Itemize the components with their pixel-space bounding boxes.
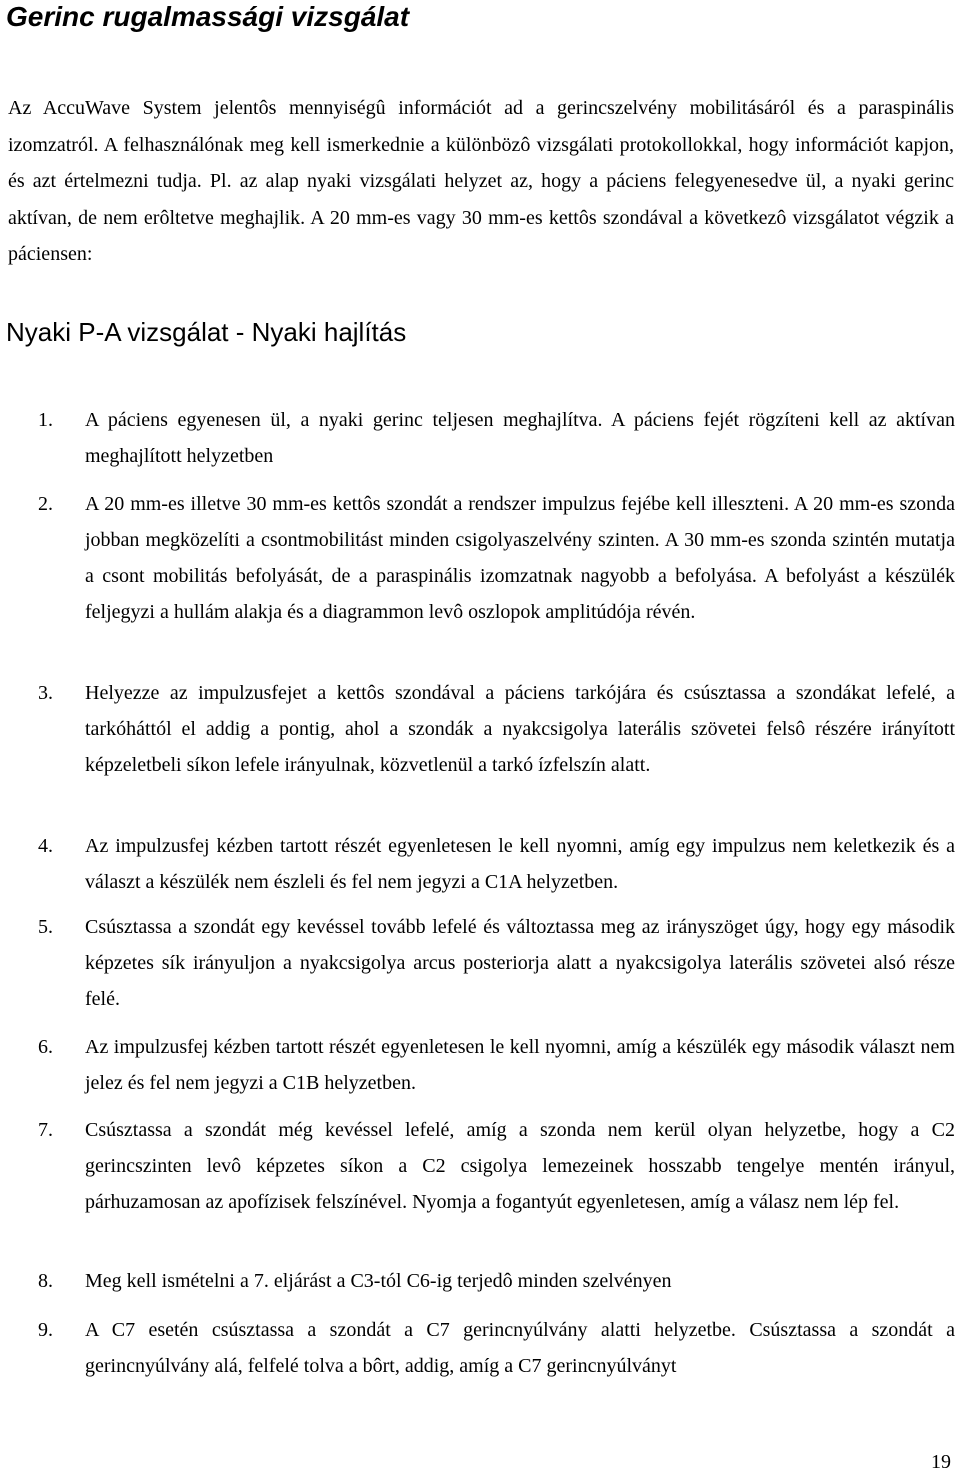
- step-number: 5.: [38, 916, 53, 938]
- intro-paragraph: Az AccuWave System jelentôs mennyiségû információt ad a gerincszelvény mobilitásáról és a paraspinális izomzatról. A felhasználónak meg kell ismerkednie a különbözô vizsgálati protokollokkal, hogy információt kapjon, és azt értelmezni tudja. Pl. az alap nyaki vizsgálati helyzet az, hogy a páciens felegyenesedve ül, a nyaki gerinc aktívan, de nem erôltetve meghajlik. A 20 mm-es vagy 30 mm-es kettôs szondával a következô vizsgálatot végzik a páciensen:: [8, 97, 954, 265]
- step-number: 1.: [38, 409, 53, 431]
- page-title: Gerinc rugalmassági vizsgálat: [6, 1, 410, 32]
- step-text: A 20 mm-es illetve 30 mm-es kettôs szondát a rendszer impulzus fejébe kell illeszteni. A 20 mm-es szonda jobban megközelíti a csontmobilitást minden csigolyaszelvény szinten. A 30 mm-es szonda szintén mutatja a csont mobilitás befolyását, de a paraspinális izomzatnak nagyobb a befolyása. A befolyást a készülék feljegyzi a hullám alakja és a diagrammon levô oszlopok amplitúdója révén.: [85, 493, 955, 623]
- step-number: 3.: [38, 682, 53, 704]
- step-text: Csúsztassa a szondát egy kevéssel tovább lefelé és változtassa meg az irányszöget úgy, hogy egy második képzetes sík irányuljon a nyakcsigolya arcus posteriorja alatt a nyakcsigolya laterális szövetei alsó része felé.: [85, 916, 955, 1010]
- step-text: Az impulzusfej kézben tartott részét egyenletesen le kell nyomni, amíg egy impulzus nem keletkezik és a választ a készülék nem észleli és fel nem jegyzi a C1A helyzetben.: [85, 835, 955, 893]
- step-number: 6.: [38, 1036, 53, 1058]
- step-text: A páciens egyenesen ül, a nyaki gerinc teljesen meghajlítva. A páciens fejét rögzíteni kell az aktívan meghajlított helyzetben: [85, 409, 955, 467]
- step-number: 8.: [38, 1270, 53, 1292]
- step-text: Helyezze az impulzusfejet a kettôs szondával a páciens tarkójára és csúsztassa a szondákat lefelé, a tarkóháttól el addig a pontig, ahol a szondák a nyakcsigolya laterális szövetei felsô részére irányított képzeletbeli síkon lefele irányulnak, közvetlenül a tarkó ízfelszín alatt.: [85, 682, 955, 776]
- page-number: 19: [931, 1451, 951, 1473]
- step-text: Az impulzusfej kézben tartott részét egyenletesen le kell nyomni, amíg a készülék egy második választ nem jelez és fel nem jegyzi a C1B helyzetben.: [85, 1036, 955, 1094]
- step-text: A C7 esetén csúsztassa a szondát a C7 gerincnyúlvány alatti helyzetbe. Csúsztassa a szondát a gerincnyúlvány alá, felfelé tolva a bôrt, addig, amíg a C7 gerincnyúlványt: [85, 1319, 955, 1377]
- step-text: Meg kell ismételni a 7. eljárást a C3-tól C6-ig terjedô minden szelvényen: [85, 1270, 672, 1292]
- step-text: Csúsztassa a szondát még kevéssel lefelé, amíg a szonda nem kerül olyan helyzetbe, hogy a C2 gerincszinten levô képzetes síkon a C2 csigolya lemezeinek hosszabb tengelye mentén irányul, párhuzamosan az apofízisek felszínével. Nyomja a fogantyút egyenletesen, amíg a válasz nem lép fel.: [85, 1119, 955, 1213]
- step-number: 7.: [38, 1119, 53, 1141]
- step-number: 2.: [38, 493, 53, 515]
- step-number: 9.: [38, 1319, 53, 1341]
- section-heading: Nyaki P-A vizsgálat - Nyaki hajlítás: [6, 317, 407, 347]
- step-number: 4.: [38, 835, 53, 857]
